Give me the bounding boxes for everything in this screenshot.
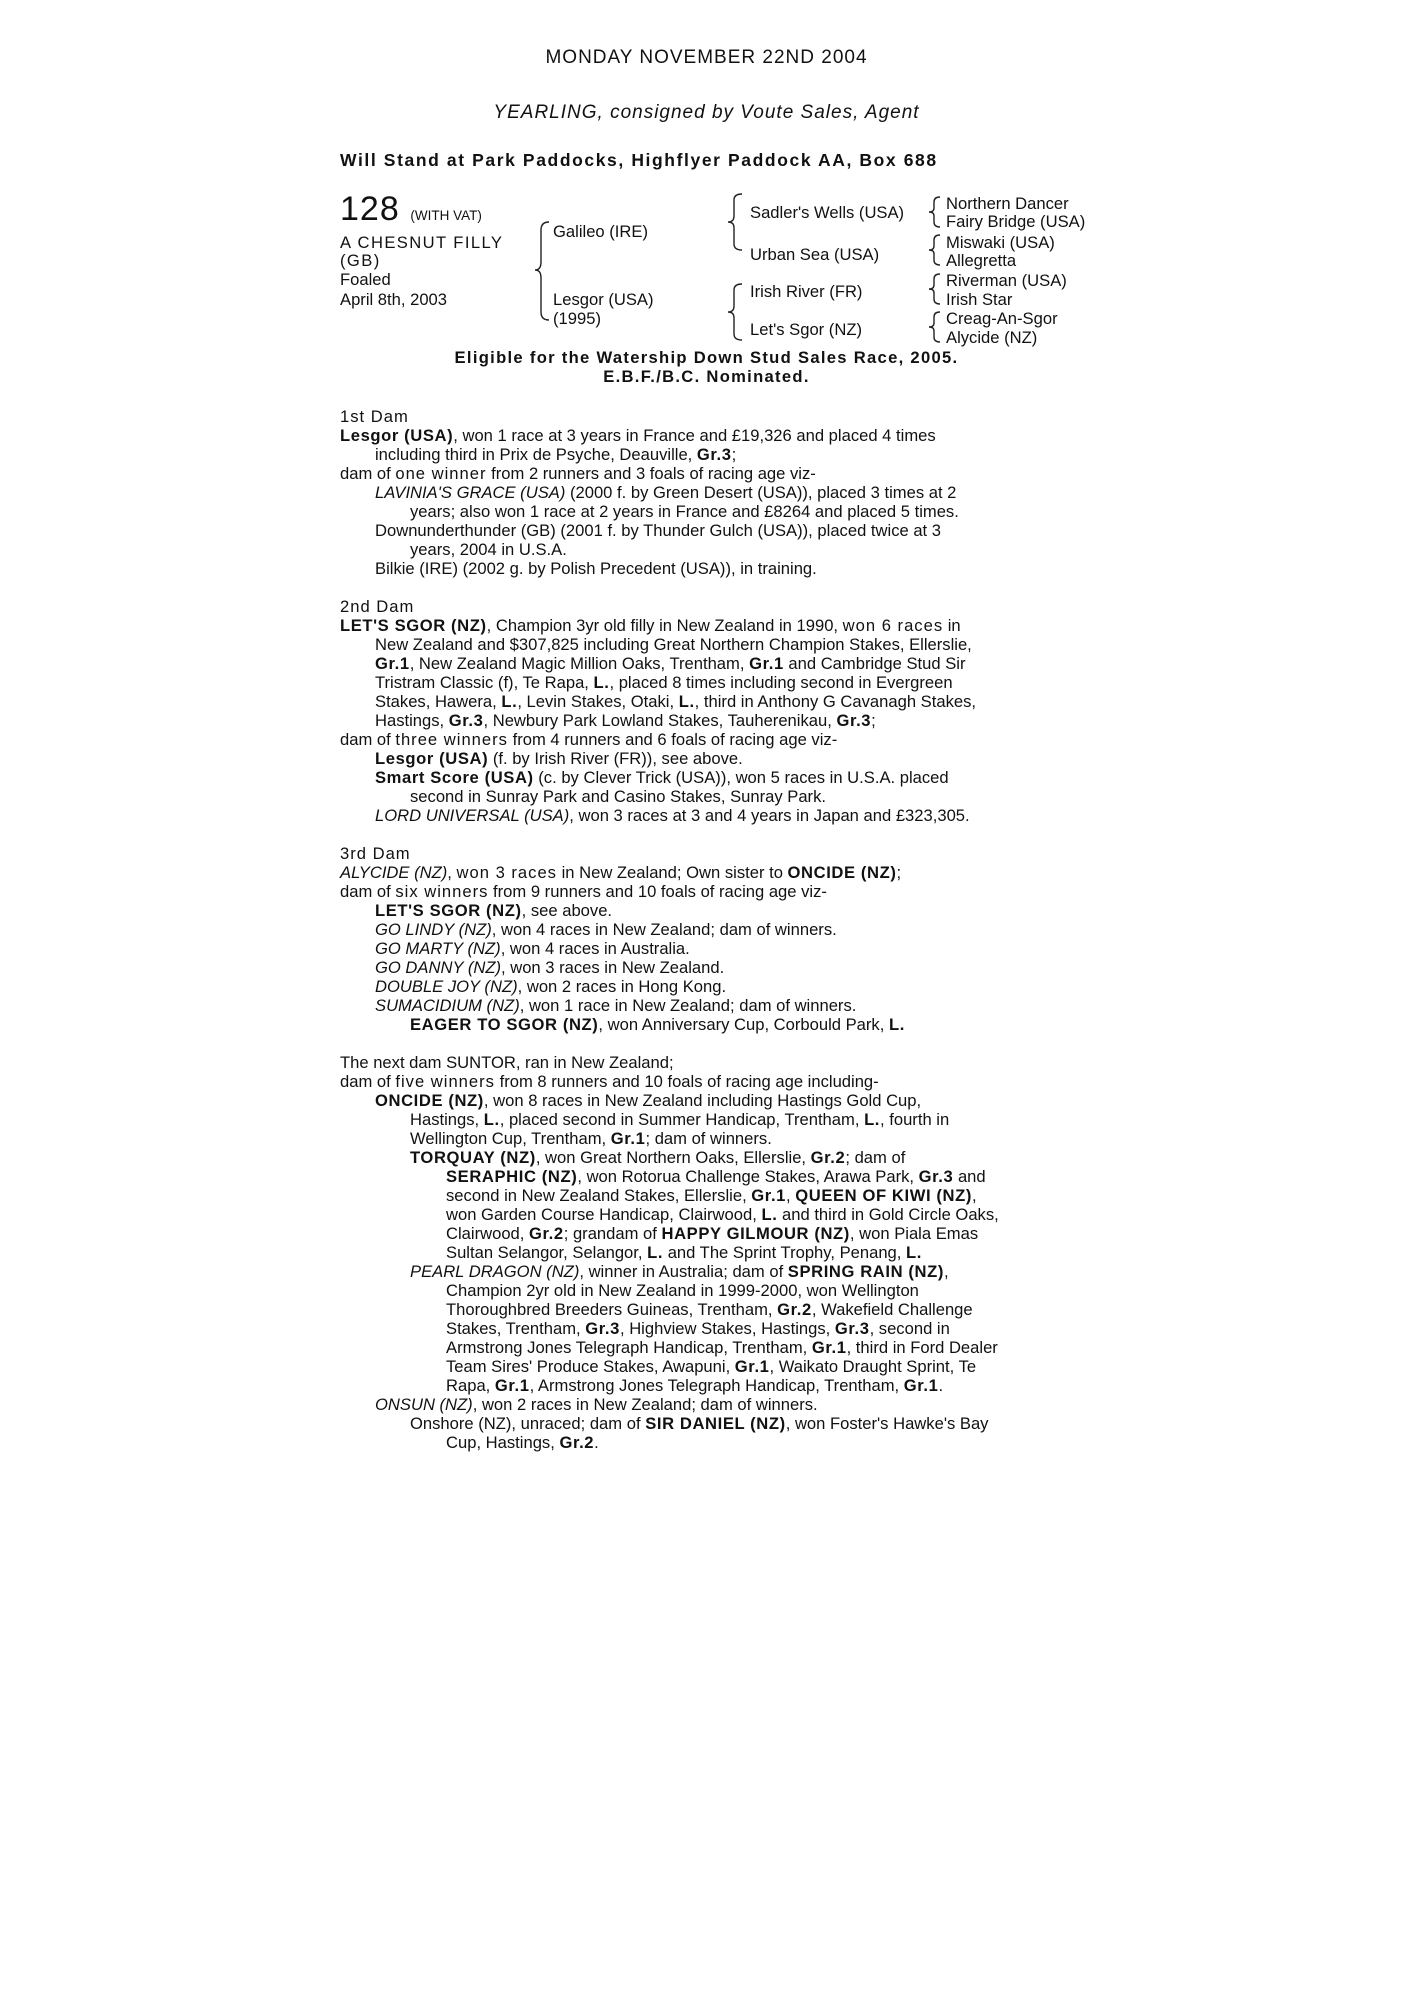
- next-dam-line: Sultan Selangor, Selangor, L. and The Sprint Trophy, Penang, L.: [446, 1243, 922, 1262]
- third-dam-heading: 3rd Dam: [340, 844, 411, 863]
- pedigree-brace-dam: [730, 282, 744, 342]
- sale-date: MONDAY NOVEMBER 22ND 2004: [545, 47, 868, 68]
- lot-number-row: [340, 192, 482, 226]
- third-dam-line: DOUBLE JOY (NZ), won 2 races in Hong Kong.: [375, 977, 727, 996]
- next-dam-line: ONCIDE (NZ), won 8 races in New Zealand including Hastings Gold Cup,: [375, 1091, 922, 1110]
- next-dam-line: PEARL DRAGON (NZ), winner in Australia; dam of SPRING RAIN (NZ),: [410, 1262, 949, 1281]
- next-dam-line: Clairwood, Gr.2; grandam of HAPPY GILMOUR (NZ), won Piala Emas: [446, 1224, 979, 1243]
- first-dam-line: dam of one winner from 2 runners and 3 foals of racing age viz-: [340, 464, 816, 483]
- next-dam-line: ONSUN (NZ), won 2 races in New Zealand; dam of winners.: [375, 1395, 818, 1414]
- first-dam-line: years, 2004 in U.S.A.: [410, 540, 567, 559]
- pedigree-dds: Creag-An-Sgor: [946, 309, 1058, 328]
- consignment-line: YEARLING, consigned by Voute Sales, Agent: [493, 102, 920, 123]
- pedigree-sire-dam: Urban Sea (USA): [750, 245, 880, 264]
- pedigree-dss: Riverman (USA): [946, 271, 1067, 290]
- third-dam-line: dam of six winners from 9 runners and 10 foals of racing age viz-: [340, 882, 827, 901]
- pedigree-brace-dd: [930, 310, 942, 344]
- pedigree-dam-sire: Irish River (FR): [750, 282, 863, 301]
- second-dam-heading: 2nd Dam: [340, 597, 415, 616]
- pedigree-dsd: Irish Star: [946, 290, 1013, 309]
- second-dam-line: Tristram Classic (f), Te Rapa, L., placed 8 times including second in Evergreen: [375, 673, 953, 692]
- pedigree-brace-main: [537, 220, 551, 320]
- next-dam-line: The next dam SUNTOR, ran in New Zealand;: [340, 1053, 674, 1072]
- pedigree-dam-year: (1995): [553, 309, 601, 328]
- next-dam-line: Wellington Cup, Trentham, Gr.1; dam of winners.: [410, 1129, 772, 1148]
- next-dam-line: won Garden Course Handicap, Clairwood, L. and third in Gold Circle Oaks,: [446, 1205, 999, 1224]
- pedigree-sdd: Allegretta: [946, 251, 1017, 270]
- pedigree-sire-sire: Sadler's Wells (USA): [750, 203, 905, 222]
- pedigree-ssd: Fairy Bridge (USA): [946, 212, 1086, 231]
- pedigree-ddd: Alycide (NZ): [946, 328, 1038, 347]
- next-dam-line: Cup, Hastings, Gr.2.: [446, 1433, 599, 1452]
- lot-description: A CHESNUT FILLY: [340, 233, 504, 252]
- second-dam-line: Hastings, Gr.3, Newbury Park Lowland Stakes, Tauherenikau, Gr.3;: [375, 711, 876, 730]
- vat-note: (WITH VAT): [410, 208, 482, 223]
- first-dam-line: including third in Prix de Psyche, Deauville, Gr.3;: [375, 445, 737, 464]
- pedigree-brace-sire: [730, 192, 744, 252]
- stand-location: Will Stand at Park Paddocks, Highflyer Paddock AA, Box 688: [340, 150, 938, 170]
- first-dam-line: Bilkie (IRE) (2002 g. by Polish Precedent (USA)), in training.: [375, 559, 817, 578]
- third-dam-line: SUMACIDIUM (NZ), won 1 race in New Zealand; dam of winners.: [375, 996, 857, 1015]
- pedigree-sire: Galileo (IRE): [553, 222, 648, 241]
- second-dam-line: Smart Score (USA) (c. by Clever Trick (USA)), won 5 races in U.S.A. placed: [375, 768, 949, 787]
- pedigree-brace-sd: [930, 233, 942, 267]
- pedigree-brace-ds: [930, 272, 942, 306]
- next-dam-line: second in New Zealand Stakes, Ellerslie, Gr.1, QUEEN OF KIWI (NZ),: [446, 1186, 977, 1205]
- pedigree-sss: Northern Dancer: [946, 194, 1069, 213]
- next-dam-line: dam of five winners from 8 runners and 10 foals of racing age including-: [340, 1072, 879, 1091]
- lot-description-country: (GB): [340, 251, 381, 270]
- third-dam-line: ALYCIDE (NZ), won 3 races in New Zealand; Own sister to ONCIDE (NZ);: [340, 863, 902, 882]
- second-dam-line: Gr.1, New Zealand Magic Million Oaks, Trentham, Gr.1 and Cambridge Stud Sir: [375, 654, 966, 673]
- next-dam-line: Thoroughbred Breeders Guineas, Trentham, Gr.2, Wakefield Challenge: [446, 1300, 973, 1319]
- first-dam-heading: 1st Dam: [340, 407, 409, 426]
- pedigree-sds: Miswaki (USA): [946, 233, 1055, 252]
- first-dam-line: LAVINIA'S GRACE (USA) (2000 f. by Green Desert (USA)), placed 3 times at 2: [375, 483, 957, 502]
- next-dam-line: Hastings, L., placed second in Summer Handicap, Trentham, L., fourth in: [410, 1110, 950, 1129]
- second-dam-line: Stakes, Hawera, L., Levin Stakes, Otaki, L., third in Anthony G Cavanagh Stakes,: [375, 692, 977, 711]
- pedigree-dam: Lesgor (USA): [553, 290, 654, 309]
- next-dam-line: Stakes, Trentham, Gr.3, Highview Stakes, Hastings, Gr.3, second in: [446, 1319, 950, 1338]
- lot-number: 128: [340, 190, 400, 228]
- third-dam-line: GO DANNY (NZ), won 3 races in New Zealand.: [375, 958, 725, 977]
- second-dam-line: Lesgor (USA) (f. by Irish River (FR)), see above.: [375, 749, 743, 768]
- next-dam-line: Champion 2yr old in New Zealand in 1999-2000, won Wellington: [446, 1281, 919, 1300]
- third-dam-line: LET'S SGOR (NZ), see above.: [375, 901, 613, 920]
- next-dam-line: Rapa, Gr.1, Armstrong Jones Telegraph Handicap, Trentham, Gr.1.: [446, 1376, 944, 1395]
- first-dam-line: years; also won 1 race at 2 years in France and £8264 and placed 5 times.: [410, 502, 959, 521]
- third-dam-line: GO LINDY (NZ), won 4 races in New Zealand; dam of winners.: [375, 920, 837, 939]
- eligibility-line-2: E.B.F./B.C. Nominated.: [603, 367, 810, 386]
- second-dam-line: dam of three winners from 4 runners and 6 foals of racing age viz-: [340, 730, 838, 749]
- second-dam-line: second in Sunray Park and Casino Stakes, Sunray Park.: [410, 787, 826, 806]
- second-dam-line: LORD UNIVERSAL (USA), won 3 races at 3 and 4 years in Japan and £323,305.: [375, 806, 970, 825]
- third-dam-line: EAGER TO SGOR (NZ), won Anniversary Cup, Corbould Park, L.: [410, 1015, 905, 1034]
- eligibility-line-1: Eligible for the Watership Down Stud Sales Race, 2005.: [454, 348, 959, 367]
- pedigree-dam-dam: Let's Sgor (NZ): [750, 320, 862, 339]
- first-dam-line: Lesgor (USA), won 1 race at 3 years in France and £19,326 and placed 4 times: [340, 426, 936, 445]
- foaled-label: Foaled: [340, 270, 391, 289]
- pedigree-brace-ss: [930, 195, 942, 229]
- second-dam-line: New Zealand and $307,825 including Great Northern Champion Stakes, Ellerslie,: [375, 635, 972, 654]
- second-dam-line: LET'S SGOR (NZ), Champion 3yr old filly in New Zealand in 1990, won 6 races in: [340, 616, 961, 635]
- first-dam-line: Downunderthunder (GB) (2001 f. by Thunder Gulch (USA)), placed twice at 3: [375, 521, 942, 540]
- foal-date: April 8th, 2003: [340, 290, 448, 309]
- next-dam-line: SERAPHIC (NZ), won Rotorua Challenge Stakes, Arawa Park, Gr.3 and: [446, 1167, 986, 1186]
- next-dam-line: Onshore (NZ), unraced; dam of SIR DANIEL (NZ), won Foster's Hawke's Bay: [410, 1414, 989, 1433]
- third-dam-line: GO MARTY (NZ), won 4 races in Australia.: [375, 939, 690, 958]
- next-dam-line: TORQUAY (NZ), won Great Northern Oaks, Ellerslie, Gr.2; dam of: [410, 1148, 906, 1167]
- next-dam-line: Team Sires' Produce Stakes, Awapuni, Gr.1, Waikato Draught Sprint, Te: [446, 1357, 977, 1376]
- next-dam-line: Armstrong Jones Telegraph Handicap, Trentham, Gr.1, third in Ford Dealer: [446, 1338, 998, 1357]
